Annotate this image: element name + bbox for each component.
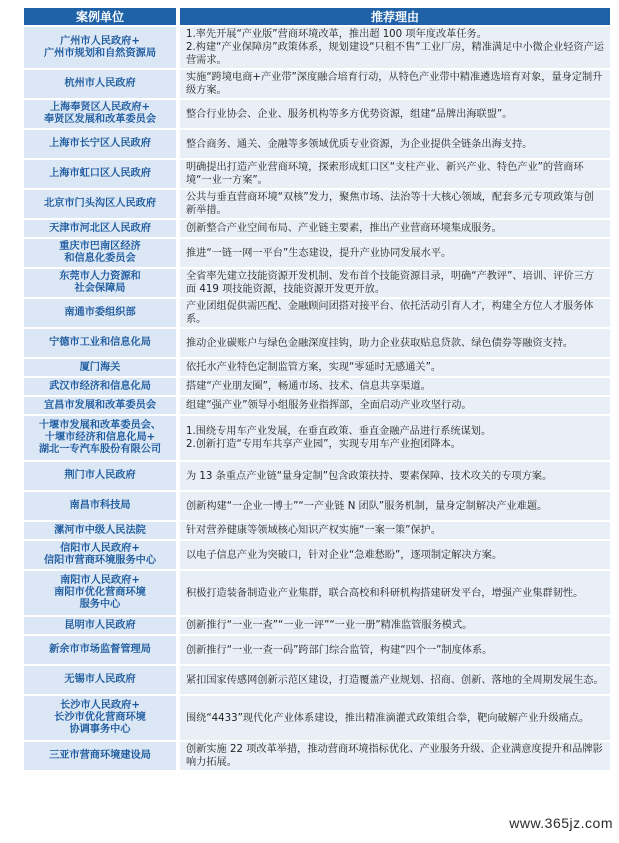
reason-line: 实施“跨境电商+产业带”深度融合培育行动，从特色产业带中精准遴选培育对象，量身定制升级方案。 <box>186 72 603 96</box>
reason-line: 创新实施 22 项改革举措，推动营商环境指标优化、产业服务升级、企业满意度提升和品牌影响力拓展。 <box>186 744 603 768</box>
case-unit-line: 东莞市人力资源和 <box>59 271 141 282</box>
recommendation-reason-cell <box>180 617 610 634</box>
case-unit-line: 上海奉贤区人民政府+ <box>49 102 151 113</box>
case-unit-line: 长沙市优化营商环境 <box>54 712 146 723</box>
case-unit-line: 协调事务中心 <box>69 724 131 735</box>
recommendation-reason-cell <box>180 636 610 664</box>
table-row <box>24 696 610 740</box>
reason-line: 全省率先建立技能资源开发机制、发布首个技能资源目录，明确“产教评”、培训、评价三方面 419 项技能资源，技能资源开发更开放。 <box>186 271 594 295</box>
table-row <box>24 220 610 237</box>
case-unit-cell <box>24 299 176 327</box>
reason-line: 明确提出打造产业营商环境，探索形成虹口区“支柱产业、新兴产业、特色产业”的营商环境“一业一方案”。 <box>186 162 584 186</box>
reason-line: 紧扣国家传感网创新示范区建设，打造覆盖产业规划、招商、创新、落地的全周期发展生态。 <box>186 674 604 686</box>
case-unit-cell <box>24 239 176 267</box>
reason-line: 创新推行“一业一查一码”跨部门综合监管，构建“四个一”制度体系。 <box>186 644 493 656</box>
case-unit-cell <box>24 742 176 770</box>
case-unit-line: 重庆市巴南区经济 <box>59 241 141 252</box>
recommendation-reason-cell <box>180 742 610 770</box>
case-unit-line: 厦门海关 <box>79 361 121 373</box>
table-header-row <box>24 8 610 25</box>
case-unit-line: 上海市虹口区人民政府 <box>49 168 151 179</box>
recommendation-table-container <box>24 6 610 772</box>
case-unit-cell <box>24 571 176 615</box>
recommendation-reason-cell <box>180 269 610 297</box>
reason-line: 创新整合产业空间布局、产业链主要素，推出产业营商环境集成服务。 <box>186 223 502 234</box>
reason-line: 针对营养健康等领域核心知识产权实施“一案一策”保护。 <box>186 525 442 536</box>
table-row <box>24 492 610 520</box>
recommendation-reason-cell <box>180 130 610 158</box>
case-unit-line: 天津市河北区人民政府 <box>49 222 151 234</box>
recommendation-reason-cell <box>180 378 610 395</box>
case-unit-line: 上海市长宁区人民政府 <box>49 138 151 149</box>
table-row <box>24 359 610 376</box>
recommendation-reason-cell <box>180 571 610 615</box>
case-unit-line: 漯河市中级人民法院 <box>54 524 146 536</box>
reason-line: 公共与垂直营商环境“双核”发力，聚焦市场、法治等十大核心领域，配套多元专项政策与创新举措。 <box>186 192 594 216</box>
table-row <box>24 100 610 128</box>
reason-line: 积极打造装备制造业产业集群，联合高校和科研机构搭建研发平台，增强产业集群韧性。 <box>186 587 584 599</box>
reason-line: 产业团组促供需匹配、金融顾问团搭对接平台、依托活动引育人才，构建全方位人才服务体系。 <box>186 301 594 325</box>
case-unit-line: 北京市门头沟区人民政府 <box>43 198 157 209</box>
case-unit-line: 三亚市营商环境建设局 <box>49 750 151 761</box>
case-unit-line: 宜昌市发展和改革委员会 <box>43 399 157 411</box>
recommendation-reason-cell <box>180 666 610 694</box>
reason-line: 1.围绕专用车产业发展，在垂直政策、垂直金融产品进行系统谋划。 <box>186 426 492 437</box>
case-unit-line: 武汉市经济和信息化局 <box>49 380 151 392</box>
recommendation-reason-cell <box>180 299 610 327</box>
table-row <box>24 541 610 569</box>
table-row <box>24 462 610 490</box>
recommendation-reason-cell <box>180 522 610 539</box>
case-unit-cell <box>24 70 176 98</box>
recommendation-reason-cell <box>180 239 610 267</box>
case-unit-line: 广州市人民政府+ <box>60 35 140 47</box>
reason-line: 依托水产业特色定制监管方案，实现“零延时无感通关”。 <box>186 362 442 373</box>
case-unit-cell <box>24 329 176 357</box>
case-unit-cell <box>24 130 176 158</box>
table-row <box>24 666 610 694</box>
reason-line: 创新构建“一企业一博士”“一产业链 N 团队”服务机制，量身定制解决产业难题。 <box>186 500 548 512</box>
case-unit-line: 和信息化委员会 <box>64 253 136 264</box>
reason-line: 2.创新打造“专用车共享产业园”，实现专用车产业抱团降本。 <box>186 439 461 450</box>
recommendation-reason-cell <box>180 492 610 520</box>
watermark: www.365jz.com <box>509 815 613 831</box>
table-body <box>24 27 610 770</box>
table-row <box>24 636 610 664</box>
reason-line: 推动企业碳账户与绿色金融深度挂钩，助力企业获取贴息贷款、绿色债券等融资支持。 <box>186 337 574 349</box>
recommendation-reason-cell <box>180 416 610 460</box>
case-unit-line: 信阳市营商环境服务中心 <box>43 555 157 566</box>
table-row <box>24 239 610 267</box>
recommendation-reason-cell <box>180 397 610 414</box>
case-unit-line: 信阳市人民政府+ <box>60 543 140 554</box>
recommendation-table <box>24 6 610 772</box>
table-row <box>24 617 610 634</box>
header-unit: 案例单位 <box>24 8 176 25</box>
table-row <box>24 299 610 327</box>
recommendation-reason-cell <box>180 27 610 68</box>
case-unit-cell <box>24 269 176 297</box>
recommendation-reason-cell <box>180 100 610 128</box>
case-unit-cell <box>24 416 176 460</box>
table-row <box>24 70 610 98</box>
case-unit-cell <box>24 220 176 237</box>
reason-line: 围绕“4433”现代化产业体系建设，推出精准滴灌式政策组合拳，靶向破解产业升级痛点。 <box>186 712 590 724</box>
case-unit-line: 无锡市人民政府 <box>64 674 136 685</box>
case-unit-line: 湖北一专汽车股份有限公司 <box>38 444 162 455</box>
case-unit-cell <box>24 462 176 490</box>
case-unit-line: 昆明市人民政府 <box>64 619 136 631</box>
case-unit-line: 杭州市人民政府 <box>64 78 136 89</box>
case-unit-cell <box>24 492 176 520</box>
recommendation-reason-cell <box>180 329 610 357</box>
reason-line: 为 13 条重点产业链“量身定制”包含政策扶持、要素保障、技术攻关的专项方案。 <box>186 470 553 482</box>
case-unit-line: 南阳市优化营商环境 <box>54 587 146 598</box>
case-unit-line: 荆门市人民政府 <box>64 470 136 481</box>
case-unit-line: 南阳市人民政府+ <box>60 575 140 586</box>
case-unit-line: 新余市市场监督管理局 <box>49 644 151 655</box>
case-unit-line: 宁德市工业和信息化局 <box>49 337 151 348</box>
case-unit-line: 十堰市发展和改革委员会、 <box>38 420 162 431</box>
table-row <box>24 130 610 158</box>
recommendation-reason-cell <box>180 190 610 218</box>
recommendation-reason-cell <box>180 70 610 98</box>
case-unit-line: 南昌市科技局 <box>69 500 131 511</box>
table-row <box>24 571 610 615</box>
case-unit-cell <box>24 696 176 740</box>
recommendation-reason-cell <box>180 696 610 740</box>
reason-line: 推进“一链一网一平台”生态建设，提升产业协同发展水平。 <box>186 247 452 259</box>
case-unit-cell <box>24 27 176 68</box>
case-unit-cell <box>24 541 176 569</box>
recommendation-reason-cell <box>180 160 610 188</box>
reason-line: 组建“强产业”领导小组服务业指挥部，全面启动产业攻坚行动。 <box>186 400 472 411</box>
reason-line: 整合商务、通关、金融等多领域优质专业资源，为企业提供全链条出海支持。 <box>186 138 533 150</box>
case-unit-cell <box>24 378 176 395</box>
case-unit-cell <box>24 522 176 539</box>
table-row <box>24 160 610 188</box>
table-row <box>24 397 610 414</box>
case-unit-line: 长沙市人民政府+ <box>60 700 140 711</box>
table-row <box>24 329 610 357</box>
recommendation-reason-cell <box>180 220 610 237</box>
case-unit-line: 南通市委组织部 <box>64 307 136 318</box>
case-unit-cell <box>24 617 176 634</box>
case-unit-cell <box>24 359 176 376</box>
table-row <box>24 190 610 218</box>
table-row <box>24 416 610 460</box>
case-unit-line: 广州市规划和自然资源局 <box>43 47 157 59</box>
table-row <box>24 378 610 395</box>
reason-line: 1.率先开展“产业版”营商环境改革，推出超 100 项年度改革任务。 <box>186 29 487 40</box>
case-unit-cell <box>24 636 176 664</box>
case-unit-cell <box>24 397 176 414</box>
case-unit-cell <box>24 100 176 128</box>
case-unit-cell <box>24 666 176 694</box>
case-unit-cell <box>24 160 176 188</box>
case-unit-line: 服务中心 <box>79 599 121 610</box>
reason-line: 创新推行“一业一查”“一业一评”“一业一册”精准监管服务模式。 <box>186 620 473 631</box>
reason-line: 搭建“产业朋友圈”，畅通市场、技术、信息共享渠道。 <box>186 381 431 392</box>
case-unit-line: 十堰市经济和信息化局+ <box>44 432 156 443</box>
header-reason: 推荐理由 <box>180 8 610 25</box>
table-row <box>24 522 610 539</box>
table-row <box>24 269 610 297</box>
case-unit-line: 社会保障局 <box>74 283 126 294</box>
reason-line: 以电子信息产业为突破口，针对企业“急难愁盼”，逐项制定解决方案。 <box>186 549 503 561</box>
reason-line: 2.构建“产业保障房”政策体系，规划建设“只租不售”工业厂房，精准满足中小微企业轻资产运营需求。 <box>186 42 604 66</box>
recommendation-reason-cell <box>180 359 610 376</box>
case-unit-line: 奉贤区发展和改革委员会 <box>43 114 157 125</box>
case-unit-cell <box>24 190 176 218</box>
table-row <box>24 27 610 68</box>
recommendation-reason-cell <box>180 462 610 490</box>
table-row <box>24 742 610 770</box>
recommendation-reason-cell <box>180 541 610 569</box>
reason-line: 整合行业协会、企业、服务机构等多方优势资源，组建“品牌出海联盟”。 <box>186 108 513 120</box>
